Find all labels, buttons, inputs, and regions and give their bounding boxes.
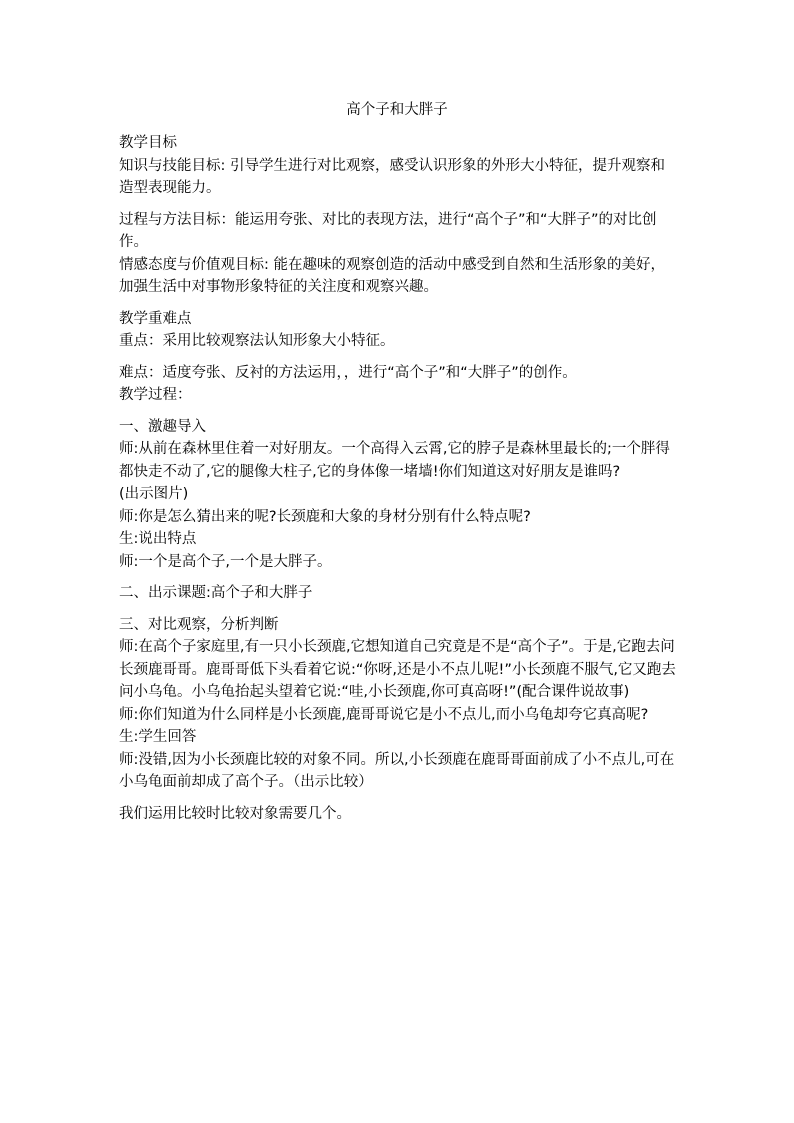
document-title: 高个子和大胖子 <box>346 102 448 118</box>
paragraph-teacher-summary: 师:一个是高个子,一个是大胖子。 <box>119 553 332 570</box>
paragraph-process-goal: 过程与方法目标：能运用夸张、对比的表现方法，进行“高个子”和“大胖子”的对比创作。 <box>119 211 657 250</box>
paragraph-teacher-conclusion: 师:没错,因为小长颈鹿比较的对象不同。所以,小长颈鹿在鹿哥哥面前成了小不点儿,可在小乌龟面前却成了高个子。（出示比较） <box>119 751 675 790</box>
document-body <box>119 132 679 825</box>
section-heading-key-points: 教学重难点 <box>119 310 192 327</box>
paragraph-student-answer: 生:说出特点 <box>119 531 197 547</box>
section-heading-goals: 教学目标 <box>119 135 177 151</box>
paragraph-teacher-why: 师:你们知道为什么同样是小长颈鹿,鹿哥哥说它是小不点儿,而小乌龟却夸它真高呢? <box>119 706 649 723</box>
section-heading-process: 教学过程： <box>119 387 192 403</box>
section-heading-intro: 一、激趣导入 <box>119 418 206 435</box>
section-heading-compare: 三、对比观察，分析判断 <box>119 616 279 633</box>
paragraph-knowledge-goal: 知识与技能目标: 引导学生进行对比观察，感受认识形象的外形大小特征，提升观察和造型表现能力。 <box>119 157 665 196</box>
paragraph-student-reply: 生:学生回答 <box>119 729 197 745</box>
paragraph-comparison-objects: 我们运用比较时比较对象需要几个。 <box>119 805 351 822</box>
paragraph-difficulty: 难点：适度夸张、反衬的方法运用，，进行“高个子”和“大胖子”的创作。 <box>119 364 577 381</box>
paragraph-key-point: 重点：采用比较观察法认知形象大小特征。 <box>119 333 395 349</box>
paragraph-teacher-question: 师:你是怎么猜出来的呢?长颈鹿和大象的身材分别有什么特点呢? <box>119 508 531 525</box>
paragraph-giraffe-story: 师:在高个子家庭里,有一只小长颈鹿,它想知道自己究竟是不是“高个子”。于是,它跑去问长颈鹿哥哥。鹿哥哥低下头看着它说:“你呀,还是小不点儿呢!”小长颈鹿不服气,它又跑去问小乌龟。小乌龟抬起头望着它说:“哇,小长颈鹿,你可真高呀!”(配合课件说故事) <box>119 639 676 700</box>
section-heading-topic: 二、出示课题:高个子和大胖子 <box>119 585 313 601</box>
paragraph-teacher-story: 师:从前在森林里住着一对好朋友。一个高得入云霄,它的脖子是森林里最长的;一个胖得都快走不动了,它的腿像大柱子,它的身体像一堵墙!你们知道这对好朋友是谁吗? <box>119 441 670 480</box>
paragraph-show-picture: (出示图片) <box>119 486 189 502</box>
paragraph-emotion-goal: 情感态度与价值观目标: 能在趣味的观察创造的活动中感受到自然和生活形象的美好，加强生活中对事物形象特征的关注度和观察兴趣。 <box>119 256 665 295</box>
